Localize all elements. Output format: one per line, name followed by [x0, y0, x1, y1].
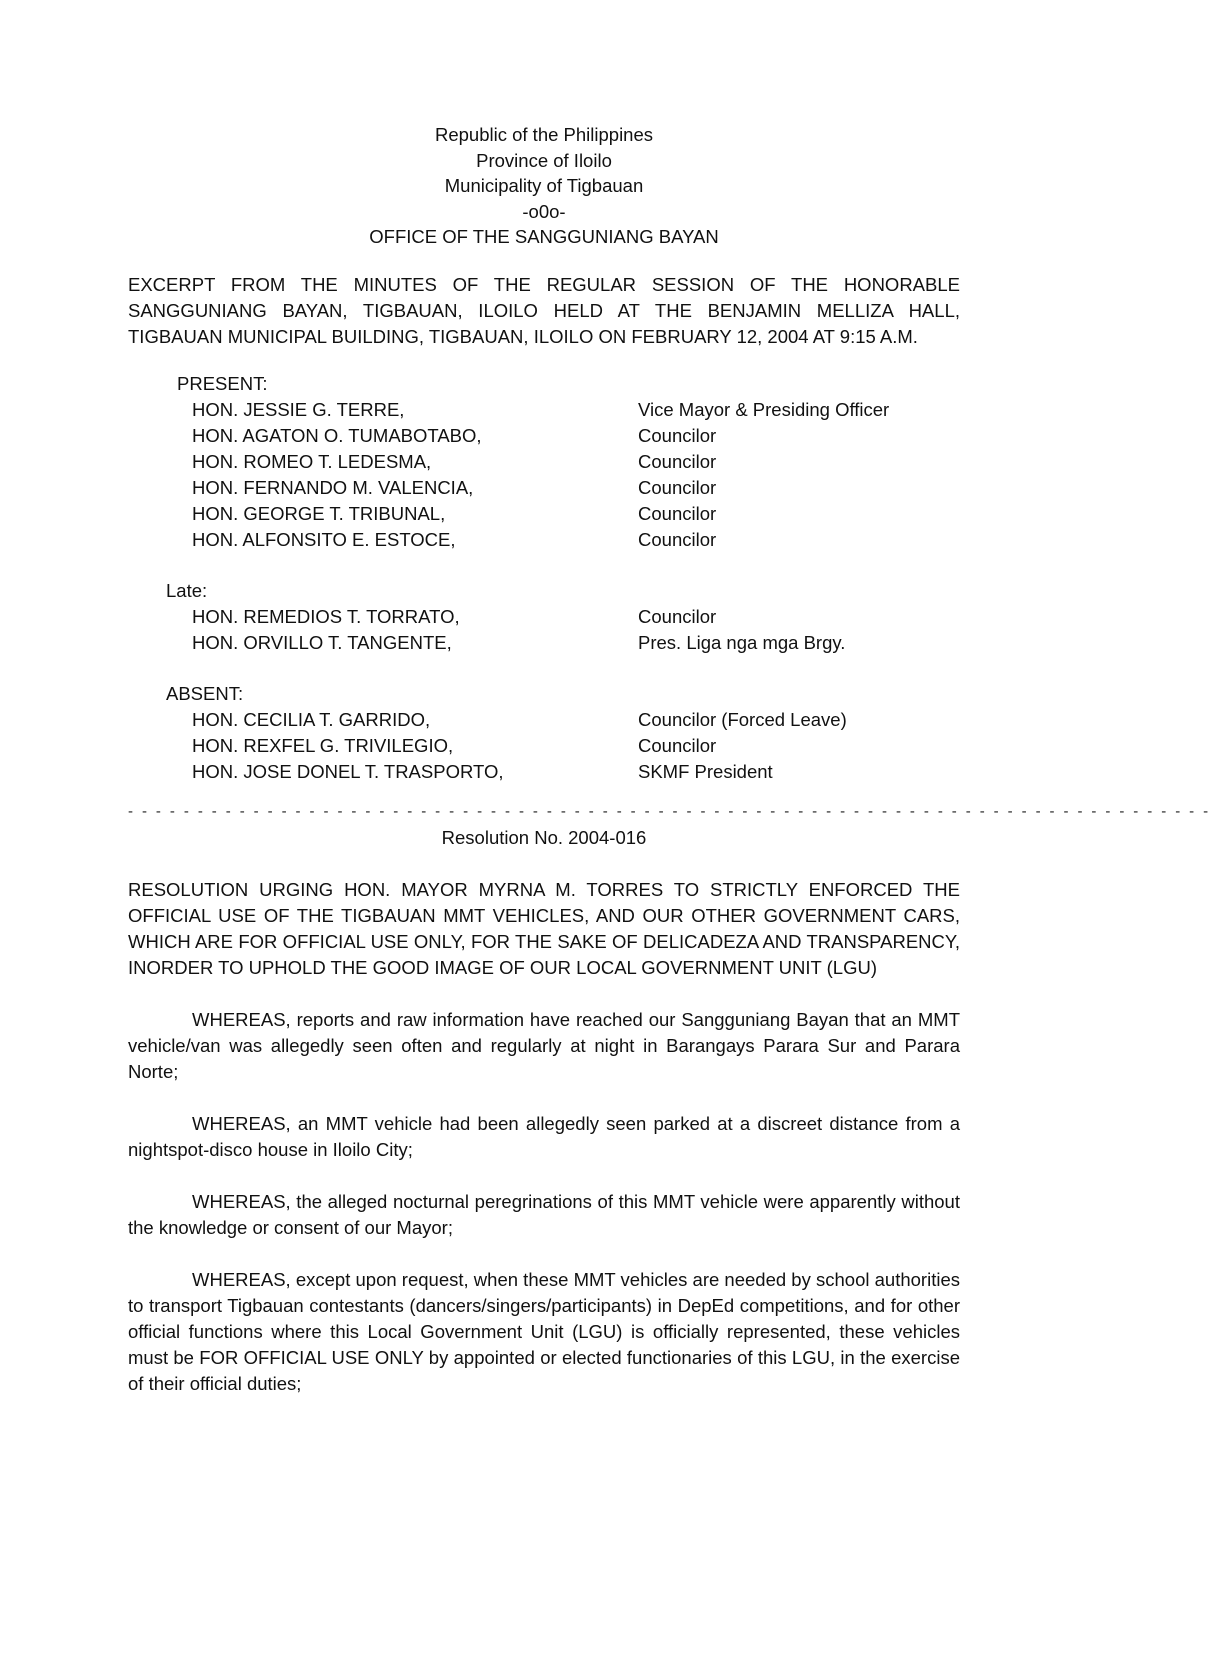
attendee-role: Councilor [638, 502, 717, 524]
attendance-roll [128, 371, 960, 785]
attendee-name: HON. ORVILLO T. TANGENTE, [192, 631, 452, 653]
attendee-role: Councilor [638, 734, 717, 756]
attendee-role: Councilor [638, 528, 717, 550]
attendee-row [192, 604, 960, 630]
attendee-name: HON. ROMEO T. LEDESMA, [192, 450, 432, 472]
attendee-name: HON. JESSIE G. TERRE, [192, 398, 405, 420]
attendee-name: HON. JOSE DONEL T. TRASPORTO, [192, 760, 504, 782]
header-republic: Republic of the Philippines [434, 124, 654, 145]
section-divider: - - - - - - - - - - - - - - - - - - - - - - - - - - - - - - - - - - - - - - - - - - - - - - - - - - - - - - - - - - - - - - - - - - - - - - - - - - - - - - [128, 802, 1211, 820]
attendee-row [192, 449, 960, 475]
attendee-role: Councilor (Forced Leave) [638, 708, 847, 730]
attendee-role: Vice Mayor & Presiding Officer [638, 398, 890, 420]
whereas-clause: WHEREAS, except upon request, when these MMT vehicles are needed by school authorities to transport Tigbauan contestants (dancers/singers/participants) in DepEd competitions, and for other official functions where this Local Government Unit (LGU) is officially represented, these vehicles must be FOR OFFICIAL USE ONLY by appointed or elected functionaries of this LGU, in the exercise of their official duties; [128, 1268, 960, 1394]
whereas-clause: WHEREAS, an MMT vehicle had been allegedly seen parked at a discreet distance from a nightspot-disco house in Iloilo City; [128, 1112, 960, 1160]
attendee-role: Councilor [638, 424, 717, 446]
attendee-name: HON. CECILIA T. GARRIDO, [192, 708, 431, 730]
attendee-role: Pres. Liga nga mga Brgy. [638, 631, 846, 653]
attendee-row [192, 630, 960, 656]
whereas-clause: WHEREAS, the alleged nocturnal peregrinations of this MMT vehicle were apparently without the knowledge or consent of our Mayor; [128, 1190, 960, 1238]
whereas-clause: WHEREAS, reports and raw information have reached our Sangguniang Bayan that an MMT vehicle/van was allegedly seen often and regularly at night in Barangays Parara Sur and Parara Norte; [128, 1008, 960, 1082]
header-separator: -o0o- [522, 200, 566, 222]
attendee-name: HON. AGATON O. TUMABOTABO, [192, 424, 482, 446]
attendee-row [192, 733, 960, 759]
header-office: OFFICE OF THE SANGGUNIANG BAYAN [369, 226, 719, 247]
attendee-role: SKMF President [638, 760, 773, 782]
attendee-row [192, 397, 960, 423]
document-page [128, 122, 1211, 1397]
attendee-row [192, 501, 960, 527]
attendee-row [192, 707, 960, 733]
spacer [128, 656, 960, 681]
spacer [128, 553, 960, 578]
attendee-role: Councilor [638, 476, 717, 498]
header-province: Province of Iloilo [476, 149, 612, 171]
attendee-role: Councilor [638, 605, 717, 627]
present-label: PRESENT: [177, 372, 268, 394]
attendee-row [192, 423, 960, 449]
attendee-role: Councilor [638, 450, 717, 472]
resolution-title: RESOLUTION URGING HON. MAYOR MYRNA M. TORRES TO STRICTLY ENFORCED THE OFFICIAL USE OF THE TIGBAUAN MMT VEHICLES, AND OUR OTHER GOVERNMENT CARS, WHICH ARE FOR OFFICIAL USE ONLY, FOR THE SAKE OF DELICADEZA AND TRANSPARENCY, INORDER TO UPHOLD THE GOOD IMAGE OF OUR LOCAL GOVERNMENT UNIT (LGU) [128, 878, 960, 978]
attendee-name: HON. REMEDIOS T. TORRATO, [192, 605, 460, 627]
absent-label: ABSENT: [166, 682, 244, 704]
attendee-name: HON. ALFONSITO E. ESTOCE, [192, 528, 456, 550]
late-label: Late: [166, 579, 208, 601]
attendee-row [192, 527, 960, 553]
attendee-name: HON. REXFEL G. TRIVILEGIO, [192, 734, 454, 756]
document-header [128, 122, 960, 250]
attendee-row [192, 475, 960, 501]
attendee-row [192, 759, 960, 785]
excerpt-paragraph: EXCERPT FROM THE MINUTES OF THE REGULAR SESSION OF THE HONORABLE SANGGUNIANG BAYAN, TIGBAUAN, ILOILO HELD AT THE BENJAMIN MELLIZA HALL, TIGBAUAN MUNICIPAL BUILDING, TIGBAUAN, ILOILO ON FEBRUARY 12, 2004 AT 9:15 A.M. [128, 273, 960, 347]
attendee-name: HON. FERNANDO M. VALENCIA, [192, 476, 474, 498]
resolution-number: Resolution No. 2004-016 [441, 826, 647, 848]
header-municipality: Municipality of Tigbauan [444, 175, 644, 196]
attendee-name: HON. GEORGE T. TRIBUNAL, [192, 502, 446, 524]
